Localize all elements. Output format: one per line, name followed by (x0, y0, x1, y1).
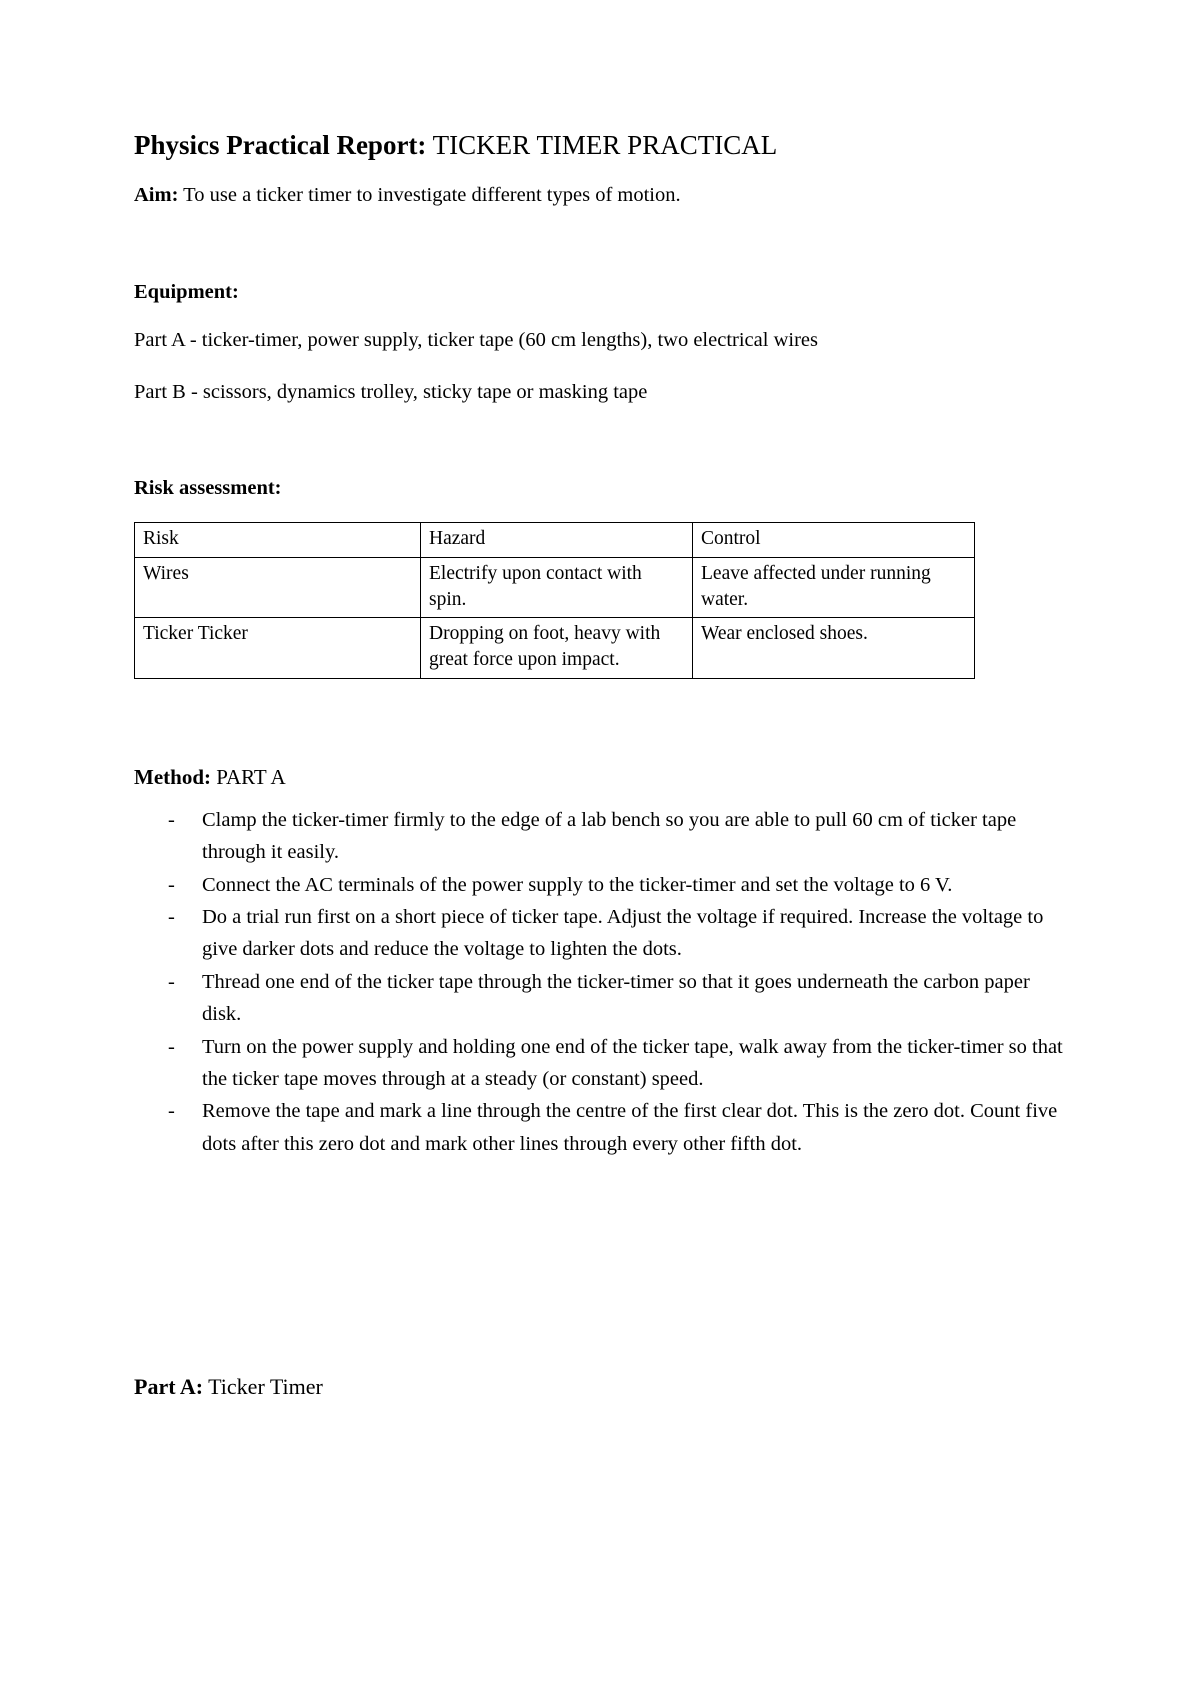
table-cell-control: Leave affected under running water. (693, 557, 975, 617)
list-item (134, 804, 1066, 869)
bullet-dash-icon: - (168, 906, 175, 929)
table-row (135, 618, 975, 678)
risk-assessment-heading: Risk assessment: (134, 477, 282, 500)
part-a-heading (134, 1374, 1066, 1400)
aim-paragraph (134, 181, 1066, 211)
table-cell-control: Wear enclosed shoes. (693, 618, 975, 678)
spacer-after-aim (134, 233, 1066, 281)
list-item-text: Clamp the ticker-timer firmly to the edge of a lab bench so you are able to pull 60 cm of ticker tape through it easily. (202, 808, 1017, 864)
method-list (134, 804, 1066, 1160)
document-body (134, 128, 1066, 1400)
method-heading-label: Method: (134, 764, 211, 789)
table-header-row (135, 523, 975, 558)
part-a-heading-label: Part A: (134, 1374, 204, 1400)
table-cell-hazard: Dropping on foot, heavy with great force upon impact. (421, 618, 693, 678)
equipment-part-b: Part B - scissors, dynamics trolley, sticky tape or masking tape (134, 380, 648, 403)
spacer-after-table (134, 679, 1066, 739)
page-title-bold: Physics Practical Report: (134, 130, 427, 160)
method-heading (134, 765, 1066, 790)
table-header-hazard: Hazard (421, 523, 693, 558)
spacer-after-equipment (134, 429, 1066, 477)
table-row (135, 557, 975, 617)
table-cell-hazard: Electrify upon contact with spin. (421, 557, 693, 617)
list-item (134, 901, 1066, 966)
list-item (134, 869, 1066, 901)
risk-assessment-table (134, 522, 975, 679)
aim-text: To use a ticker timer to investigate different types of motion. (178, 184, 681, 207)
list-item (134, 1031, 1066, 1096)
list-item-text: Do a trial run first on a short piece of ticker tape. Adjust the voltage if required. Increase the voltage to give darker dots and reduce the voltage to lighten the dots. (202, 906, 1044, 961)
list-item (134, 966, 1066, 1031)
list-item (134, 1095, 1066, 1160)
page-title (134, 128, 1066, 163)
table-header-risk: Risk (135, 523, 421, 558)
bullet-dash-icon: - (168, 873, 175, 896)
spacer-before-method (134, 739, 1066, 765)
part-a-heading-rest: Ticker Timer (203, 1374, 323, 1400)
bullet-dash-icon: - (168, 1100, 175, 1123)
table-cell-risk: Wires (135, 557, 421, 617)
spacer-before-part-a (134, 1160, 1066, 1374)
list-item-text: Remove the tape and mark a line through the centre of the first clear dot. This is the zero dot. Count five dots after this zero dot and mark other lines through every other fifth dot. (202, 1100, 1058, 1155)
method-heading-rest: PART A (211, 764, 286, 789)
equipment-heading: Equipment: (134, 280, 239, 303)
aim-label: Aim: (134, 184, 179, 207)
list-item-text: Turn on the power supply and holding one end of the ticker tape, walk away from the ticker-timer so that the ticker tape moves through at a steady (or constant) speed. (202, 1035, 1063, 1090)
bullet-dash-icon: - (168, 1035, 175, 1058)
table-header-control: Control (693, 523, 975, 558)
list-item-text: Thread one end of the ticker tape through the ticker-timer so that it goes underneath the carbon paper disk. (202, 970, 1030, 1026)
page-title-rest: TICKER TIMER PRACTICAL (426, 130, 778, 160)
table-cell-risk: Ticker Ticker (135, 618, 421, 678)
bullet-dash-icon: - (168, 808, 175, 831)
list-item-text: Connect the AC terminals of the power supply to the ticker-timer and set the voltage to 6 V. (202, 873, 953, 896)
equipment-part-a: Part A - ticker-timer, power supply, ticker tape (60 cm lengths), two electrical wires (134, 328, 818, 351)
bullet-dash-icon: - (168, 970, 175, 993)
